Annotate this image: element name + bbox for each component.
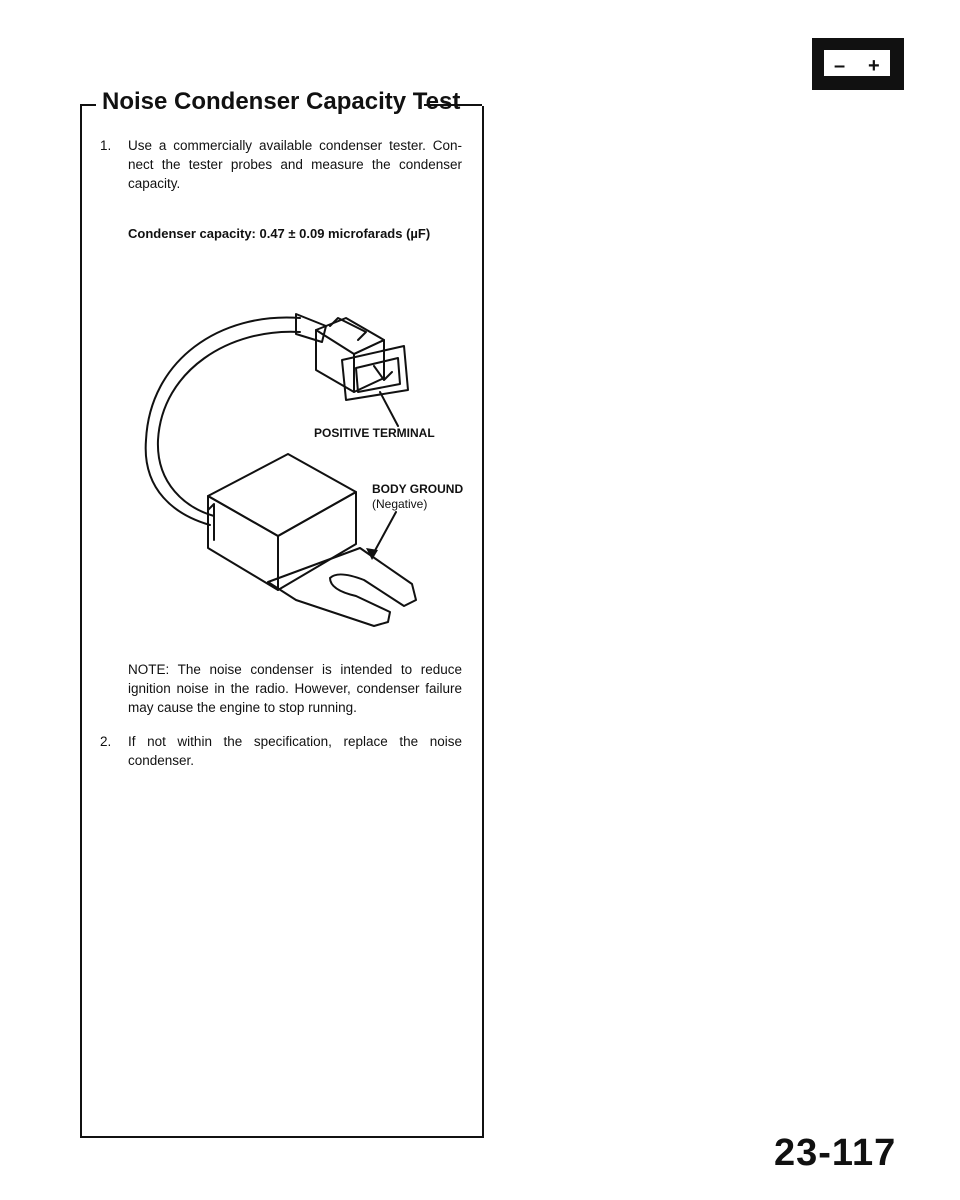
condenser-top — [208, 454, 356, 536]
body-ground-label: BODY GROUND — [372, 482, 464, 496]
battery-plus-sign: + — [868, 55, 880, 77]
step-2-text: If not within the specification, replace the noise condenser. — [128, 734, 462, 768]
ground-bracket — [268, 548, 416, 626]
wire-outer — [146, 317, 300, 525]
section-title: Noise Condenser Capacity Test — [102, 88, 461, 115]
battery-minus-sign: – — [834, 55, 846, 77]
positive-terminal-label: POSITIVE TERMINAL — [314, 426, 435, 440]
positive-terminal-leader — [380, 392, 398, 426]
connector-right-face — [354, 340, 384, 392]
connector-latch — [330, 318, 366, 340]
condenser-capacity-spec: Condenser capacity: 0.47 ± 0.09 microfarads (µF) — [128, 226, 431, 241]
condenser-left-face — [208, 496, 278, 590]
note-text: NOTE: The noise condenser is intended to reduce ignition noise in the radio. However, condenser failure may cause the engine to stop running. — [128, 662, 462, 715]
page-number: 23-117 — [774, 1132, 897, 1174]
step-1-text: Use a commercially available condenser tester. Con-nect the tester probes and measure the condenser capacity. — [128, 138, 462, 191]
step-2-number: 2. — [100, 734, 112, 749]
body-ground-leader — [372, 512, 396, 556]
step-1-number: 1. — [100, 138, 112, 153]
step-2 — [100, 732, 464, 772]
body-ground-sublabel: (Negative) — [372, 497, 428, 511]
